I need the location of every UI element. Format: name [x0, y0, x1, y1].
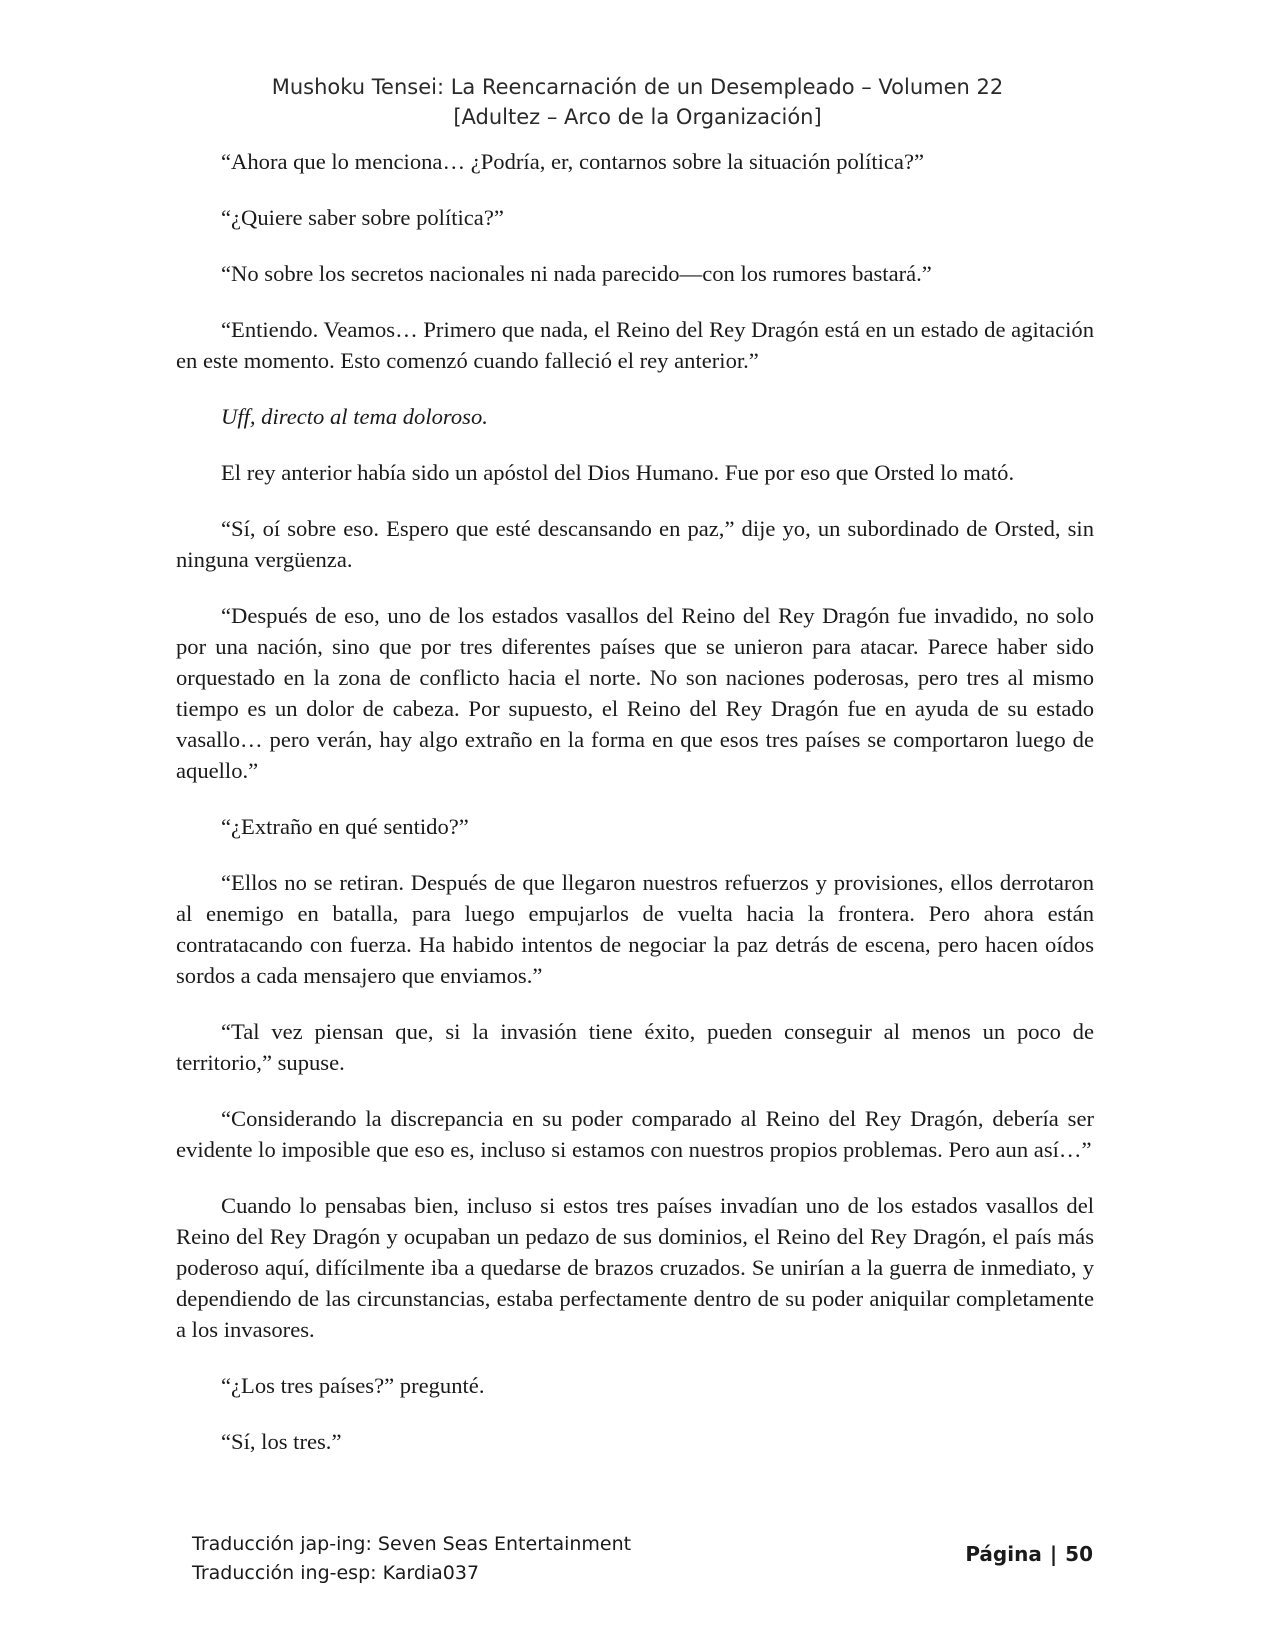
header-subtitle: [Adultez – Arco de la Organización]: [453, 105, 822, 129]
paragraph: “¿Quiere saber sobre política?”: [221, 205, 504, 230]
paragraph: “Tal vez piensan que, si la invasión tiene éxito, pueden conseguir al menos un poco de territorio,” supuse.: [176, 1019, 1094, 1075]
paragraph: “¿Extraño en qué sentido?”: [221, 814, 469, 839]
header-title: Mushoku Tensei: La Reencarnación de un Desempleado – Volumen 22: [271, 75, 1004, 99]
paragraph: “Ahora que lo menciona… ¿Podría, er, contarnos sobre la situación política?”: [221, 149, 925, 174]
paragraph: “Entiendo. Veamos… Primero que nada, el Reino del Rey Dragón está en un estado de agitación en este momento. Esto comenzó cuando falleció el rey anterior.”: [176, 317, 1094, 373]
paragraph: “No sobre los secretos nacionales ni nada parecido—con los rumores bastará.”: [221, 261, 932, 286]
page-number-block: [965, 1542, 1093, 1566]
paragraph: “Sí, oí sobre eso. Espero que esté descansando en paz,” dije yo, un subordinado de Orsted, sin ninguna vergüenza.: [176, 516, 1094, 572]
page-label: Página: [965, 1542, 1042, 1566]
paragraph-thought: Uff, directo al tema doloroso.: [221, 404, 488, 429]
credit-ing-esp: Traducción ing-esp: Kardia037: [192, 1562, 480, 1584]
paragraph: “Considerando la discrepancia en su poder comparado al Reino del Rey Dragón, debería ser evidente lo imposible que eso es, incluso si estamos con nuestros propios problemas. Pero aun así…”: [176, 1106, 1094, 1162]
translation-credits: [192, 1530, 631, 1588]
credit-jap-ing: Traducción jap-ing: Seven Seas Entertainment: [192, 1533, 632, 1555]
paragraph: “Sí, los tres.”: [221, 1429, 342, 1454]
paragraph: “Ellos no se retiran. Después de que llegaron nuestros refuerzos y provisiones, ellos derrotaron al enemigo en batalla, para luego empujarlos de vuelta hacia la frontera. Pero ahora están contratacando con fuerza. Ha habido intentos de negociar la paz detrás de escena, pero hacen oídos sordos a cada mensajero que enviamos.”: [176, 870, 1094, 988]
paragraph: Cuando lo pensabas bien, incluso si estos tres países invadían uno de los estados vasallos del Reino del Rey Dragón y ocupaban un pedazo de sus dominios, el Reino del Rey Dragón, el país más poderoso aquí, difícilmente iba a quedarse de brazos cruzados. Se unirían a la guerra de inmediato, y dependiendo de las circunstancias, estaba perfectamente dentro de su poder aniquilar completamente a los invasores.: [176, 1193, 1094, 1342]
paragraph: “Después de eso, uno de los estados vasallos del Reino del Rey Dragón fue invadido, no solo por una nación, sino que por tres diferentes países que se unieron para atacar. Parece haber sido orquestado en la zona de conflicto hacia el norte. No son naciones poderosas, pero tres al mismo tiempo es un dolor de cabeza. Por supuesto, el Reino del Rey Dragón fue en ayuda de su estado vasallo… pero verán, hay algo extraño en la forma en que esos tres países se comportaron luego de aquello.”: [176, 603, 1094, 783]
paragraph: “¿Los tres países?” pregunté.: [221, 1373, 485, 1398]
page-separator: |: [1049, 1542, 1058, 1566]
page-header: [0, 72, 1275, 132]
paragraph: El rey anterior había sido un apóstol del Dios Humano. Fue por eso que Orsted lo mató.: [221, 460, 1015, 485]
page-number: 50: [1065, 1542, 1093, 1566]
body-text: [176, 146, 1094, 1482]
